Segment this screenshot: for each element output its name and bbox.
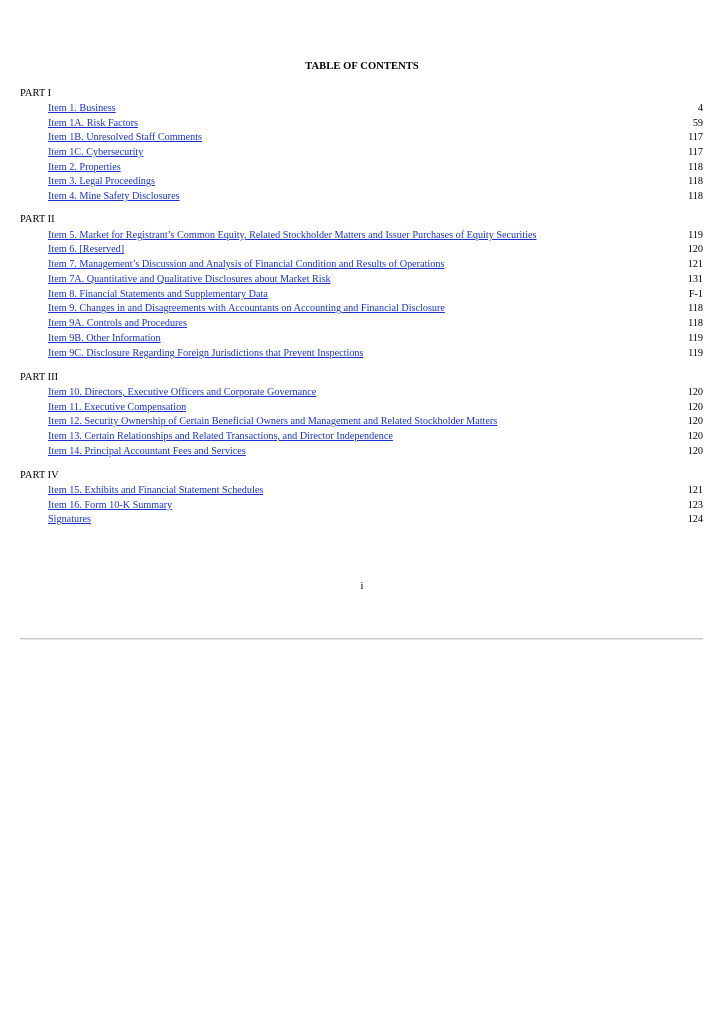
toc-row <box>48 485 703 499</box>
toc-page-number: 118 <box>688 191 703 202</box>
toc-link-item-2[interactable]: Item 2. Properties <box>48 162 121 173</box>
toc-row <box>48 259 703 273</box>
toc-link-item-6[interactable]: Item 6. [Reserved] <box>48 244 125 255</box>
toc-page-number: 118 <box>688 176 703 187</box>
toc-page-number: 120 <box>687 387 703 398</box>
toc-row <box>48 162 703 176</box>
part-heading: PART I <box>20 88 52 99</box>
toc-row <box>48 333 703 347</box>
toc-row <box>48 500 703 514</box>
toc-page-number: 117 <box>688 132 703 143</box>
toc-link-item-1c[interactable]: Item 1C. Cybersecurity <box>48 147 144 158</box>
toc-page-number: 120 <box>687 431 703 442</box>
toc-link-item-9[interactable]: Item 9. Changes in and Disagreements with Accountants on Accounting and Financial Disclosure <box>48 303 445 314</box>
toc-row <box>48 103 703 117</box>
toc-link-item-13[interactable]: Item 13. Certain Relationships and Related Transactions, and Director Independence <box>48 431 393 442</box>
toc-link-item-16[interactable]: Item 16. Form 10-K Summary <box>48 500 173 511</box>
toc-row <box>48 132 703 146</box>
toc-link-item-15[interactable]: Item 15. Exhibits and Financial Statement Schedules <box>48 485 264 496</box>
toc-row <box>48 387 703 401</box>
toc-link-item-12[interactable]: Item 12. Security Ownership of Certain Beneficial Owners and Management and Related Stockholder Matters <box>48 416 498 427</box>
toc-page-number: 118 <box>688 303 703 314</box>
toc-page-number: 117 <box>688 147 703 158</box>
toc-row <box>48 274 703 288</box>
part-heading: PART IV <box>20 470 59 481</box>
toc-link-item-3[interactable]: Item 3. Legal Proceedings <box>48 176 155 187</box>
toc-row <box>48 147 703 161</box>
toc-link-item-8[interactable]: Item 8. Financial Statements and Supplementary Data <box>48 289 268 300</box>
toc-link-item-1[interactable]: Item 1. Business <box>48 103 116 114</box>
toc-row <box>48 230 703 244</box>
toc-row <box>48 416 703 430</box>
toc-link-item-5[interactable]: Item 5. Market for Registrant’s Common Equity, Related Stockholder Matters and Issuer Purchases of Equity Securities <box>48 230 537 241</box>
toc-page-number: 120 <box>687 446 703 457</box>
toc-page-number: 119 <box>688 333 703 344</box>
toc-page-number: 120 <box>687 244 703 255</box>
toc-title: TABLE OF CONTENTS <box>305 61 419 72</box>
toc-row <box>48 176 703 190</box>
toc-page-number: 120 <box>687 402 703 413</box>
toc-link-item-7[interactable]: Item 7. Management’s Discussion and Analysis of Financial Condition and Results of Operations <box>48 259 445 270</box>
toc-row <box>48 118 703 132</box>
page-divider <box>20 638 703 640</box>
toc-row <box>48 446 703 460</box>
toc-row <box>48 348 703 362</box>
toc-page-number: 124 <box>687 514 703 525</box>
toc-page-number: 121 <box>687 485 703 496</box>
toc-row <box>48 514 703 528</box>
toc-row <box>48 318 703 332</box>
toc-link-item-1b[interactable]: Item 1B. Unresolved Staff Comments <box>48 132 203 143</box>
toc-row <box>48 303 703 317</box>
toc-link-item-9a[interactable]: Item 9A. Controls and Procedures <box>48 318 187 329</box>
toc-row <box>48 289 703 303</box>
toc-page-number: 121 <box>687 259 703 270</box>
toc-page-number: 120 <box>687 416 703 427</box>
toc-page-number: 119 <box>688 230 703 241</box>
toc-row <box>48 191 703 205</box>
toc-link-item-1a[interactable]: Item 1A. Risk Factors <box>48 118 138 129</box>
toc-link-signatures[interactable]: Signatures <box>48 514 92 525</box>
toc-page-number: 123 <box>687 500 703 511</box>
toc-page-number: 118 <box>688 162 703 173</box>
toc-link-item-4[interactable]: Item 4. Mine Safety Disclosures <box>48 191 180 202</box>
toc-page-number: 131 <box>687 274 703 285</box>
toc-link-item-9c[interactable]: Item 9C. Disclosure Regarding Foreign Jurisdictions that Prevent Inspections <box>48 348 364 359</box>
toc-row <box>48 402 703 416</box>
toc-page-number: 119 <box>688 348 703 359</box>
toc-link-item-7a[interactable]: Item 7A. Quantitative and Qualitative Disclosures about Market Risk <box>48 274 331 285</box>
toc-page-number: 59 <box>692 118 703 129</box>
toc-row <box>48 431 703 445</box>
toc-link-item-11[interactable]: Item 11. Executive Compensation <box>48 402 187 413</box>
toc-link-item-9b[interactable]: Item 9B. Other Information <box>48 333 161 344</box>
part-heading: PART II <box>20 214 55 225</box>
toc-link-item-14[interactable]: Item 14. Principal Accountant Fees and Services <box>48 446 246 457</box>
toc-page-number: 118 <box>688 318 703 329</box>
page-number: i <box>360 581 364 592</box>
toc-link-item-10[interactable]: Item 10. Directors, Executive Officers and Corporate Governance <box>48 387 317 398</box>
toc-row <box>48 244 703 258</box>
part-heading: PART III <box>20 372 59 383</box>
toc-page-number: F-1 <box>688 289 703 300</box>
toc-page-number: 4 <box>697 103 703 114</box>
